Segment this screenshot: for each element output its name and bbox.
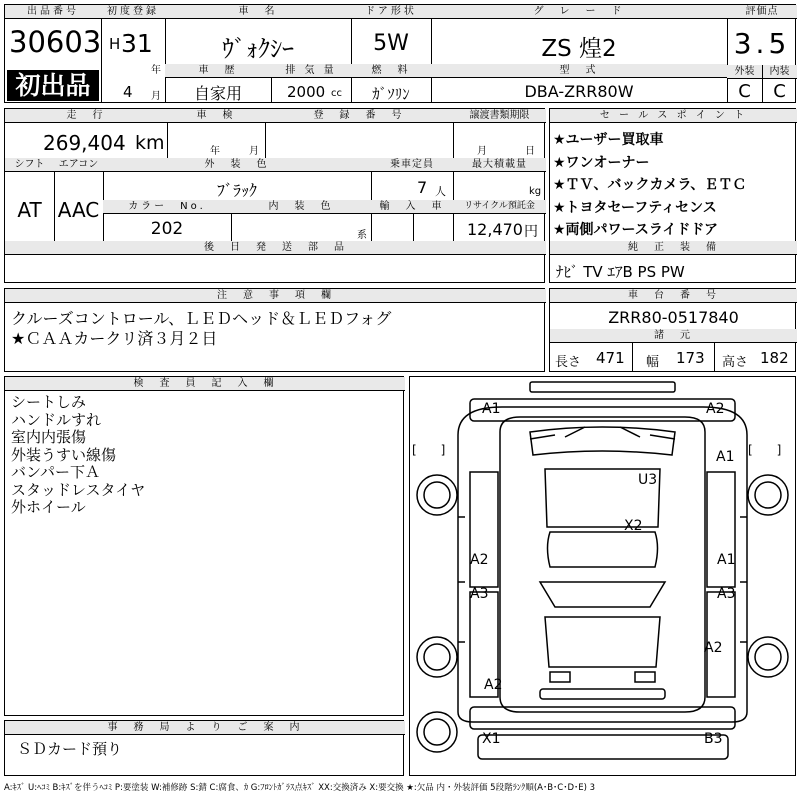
displacement: 2000 xyxy=(287,83,326,101)
month-unit: 月 xyxy=(151,91,161,102)
exterior-score: C xyxy=(738,81,751,102)
sales-point: ★ＴＶ、バックカメラ、ＥＴＣ xyxy=(553,177,747,193)
history-header: 車 歴 xyxy=(165,64,271,78)
inspection-year-unit: 年 xyxy=(210,146,220,157)
model-code: DBA-ZRR80W xyxy=(524,82,634,101)
bracket-left: [ ] xyxy=(412,443,446,457)
displacement-unit: cc xyxy=(331,88,342,99)
inspector-note: スタッドレスタイヤ xyxy=(11,480,146,499)
note-line: クルーズコントロール、ＬＥＤヘッド＆ＬＥＤフォグ xyxy=(11,309,392,328)
inspector-note: ハンドルすれ xyxy=(11,410,102,429)
import-car-header: 輸 入 車 xyxy=(371,200,453,214)
legend: A:ｷｽﾞ U:ﾍｺﾐ B:ｷｽﾞを伴うﾍｺﾐ P:要塗装 W:補修跡 S:錆 C:腐食、ｶ G:ﾌﾛﾝﾄｶﾞﾗｽ点ｷｽﾞ XX:交換済み X:要交換 ★:欠品 内・外装評価 5段階ﾗﾝｸ順(A･B･C･D･E) 3 xyxy=(4,783,596,793)
mileage-header: 走 行 xyxy=(5,109,167,123)
sales-points-header: セ ー ル ス ポ イ ン ト xyxy=(550,109,797,123)
grade-header: グ レ ー ド xyxy=(431,5,727,19)
sales-points-list xyxy=(553,129,746,242)
notes-panel xyxy=(4,288,545,372)
car-name: ｳﾞｫｸｼｰ xyxy=(222,35,294,63)
inspector-note: 外装うすい線傷 xyxy=(11,445,117,464)
damage-mark: A2 xyxy=(704,640,723,656)
seating-capacity-header: 乗車定員 xyxy=(371,158,453,172)
aircon-header: エアコン xyxy=(54,158,103,172)
seating-capacity: 7 xyxy=(417,178,428,197)
door-type: 5W xyxy=(373,31,409,56)
color-number-header: カラー No. xyxy=(103,200,231,214)
color-number: 202 xyxy=(150,219,184,239)
damage-mark: A1 xyxy=(482,401,501,417)
inspection-month-unit: 月 xyxy=(249,146,259,157)
sales-points-panel xyxy=(549,108,796,283)
car-name-header: 車 名 xyxy=(165,5,351,19)
notes-list xyxy=(11,309,391,349)
height-value: 182 xyxy=(760,349,789,367)
door-type-header: ドア形状 xyxy=(351,5,431,19)
width-label: 幅 xyxy=(646,355,660,370)
recycle-fee-unit: 円 xyxy=(524,224,538,240)
office-notice-header: 事 務 局 よ り ご 案 内 xyxy=(5,721,405,735)
damage-mark: A1 xyxy=(716,449,735,465)
score-header: 評価点 xyxy=(727,5,797,19)
inspector-notes-list xyxy=(11,394,145,517)
specs-header: 諸 元 xyxy=(550,329,797,343)
fuel-header: 燃 料 xyxy=(351,64,431,78)
grade: ZS 煌2 xyxy=(541,36,617,62)
inspector-panel xyxy=(4,376,404,716)
sales-point: ★ワンオーナー xyxy=(553,154,650,171)
sales-point: ★両側パワースライドドア xyxy=(553,222,719,238)
factory-equipment-header: 純 正 装 備 xyxy=(550,241,797,255)
note-line: ★ＣＡＡカークリ済３月２日 xyxy=(11,329,218,348)
mileage: 269,404 xyxy=(43,131,126,155)
damage-mark: A2 xyxy=(470,552,489,568)
exterior-color-header: 外 装 色 xyxy=(103,158,371,172)
damage-mark: A3 xyxy=(470,586,489,602)
inspector-notes-header: 検 査 員 記 入 欄 xyxy=(5,377,405,391)
model-code-header: 型 式 xyxy=(431,64,727,78)
length-label: 長さ xyxy=(555,355,582,370)
interior-color-header: 内 装 色 xyxy=(231,200,371,214)
registration-year: 31 xyxy=(121,29,153,58)
damage-mark: X1 xyxy=(482,731,501,747)
chassis-number: ZRR80-0517840 xyxy=(608,308,739,327)
length-value: 471 xyxy=(596,349,625,367)
vehicle-summary xyxy=(4,4,796,103)
exterior-color: ﾌﾞﾗｯｸ xyxy=(216,181,257,200)
registration-month: 4 xyxy=(123,83,133,101)
damage-mark: A1 xyxy=(717,552,736,568)
first-registration-header: 初度登録 xyxy=(101,5,165,19)
interior-header: 内装 xyxy=(762,65,797,79)
transfer-day-unit: 日 xyxy=(525,146,535,157)
damage-mark: U3 xyxy=(638,472,658,488)
mileage-unit: km xyxy=(135,132,165,154)
shift-type: AT xyxy=(17,198,42,222)
damage-mark: A2 xyxy=(706,401,725,417)
factory-equipment: ﾅﾋﾞ TV ｴｱB PS PW xyxy=(556,263,685,281)
shift-header: シフト xyxy=(5,158,54,172)
later-shipped-parts-header: 後 日 発 送 部 品 xyxy=(5,241,546,255)
car-outline xyxy=(410,377,795,775)
max-load-unit: kg xyxy=(529,186,542,197)
aircon-type: AAC xyxy=(57,198,100,222)
damage-diagram xyxy=(409,376,796,776)
interior-color-unit: 系 xyxy=(357,230,367,241)
registration-era: H xyxy=(109,35,121,53)
inspection-header: 車 検 xyxy=(167,109,265,123)
exterior-header: 外装 xyxy=(727,65,762,79)
fuel-type: ｶﾞｿﾘﾝ xyxy=(372,85,410,103)
chassis-number-header: 車 台 番 号 xyxy=(550,289,797,303)
recycle-fee: 12,470 xyxy=(467,220,523,239)
inspector-note: バンパー下Ａ xyxy=(11,463,100,481)
vehicle-details xyxy=(4,108,545,283)
car-history: 自家用 xyxy=(193,84,242,103)
lot-number-header: 出品番号 xyxy=(5,5,101,19)
sales-point: ★トヨタセーフティセンス xyxy=(553,199,717,216)
inspector-note: 室内内張傷 xyxy=(11,428,87,446)
damage-mark: A2 xyxy=(484,677,503,693)
interior-score: C xyxy=(773,81,786,102)
seating-unit: 人 xyxy=(435,185,446,198)
bracket-right: [ ] xyxy=(748,443,782,457)
notes-header: 注 意 事 項 欄 xyxy=(5,289,546,303)
max-load-header: 最大積載量 xyxy=(453,158,546,172)
transfer-month-unit: 月 xyxy=(477,146,487,157)
width-value: 173 xyxy=(676,349,705,367)
inspector-note: 外ホイール xyxy=(11,498,86,516)
damage-mark: X2 xyxy=(624,518,643,534)
plate-number-header: 登 録 番 号 xyxy=(265,109,453,123)
year-unit: 年 xyxy=(151,65,161,76)
chassis-panel xyxy=(549,288,796,372)
lot-number: 30603 xyxy=(9,25,102,59)
sales-point: ★ユーザー買取車 xyxy=(553,132,664,148)
overall-score: 3.5 xyxy=(733,27,791,60)
damage-mark: B3 xyxy=(704,731,723,747)
recycle-fee-header: リサイクル預託金 xyxy=(453,200,546,214)
damage-mark: A3 xyxy=(717,586,736,602)
office-panel xyxy=(4,720,404,776)
office-notice: ＳＤカード預り xyxy=(17,740,123,758)
height-label: 高さ xyxy=(722,355,749,370)
transfer-deadline-header: 譲渡書類期限 xyxy=(453,109,546,123)
inspector-note: シートしみ xyxy=(11,393,87,411)
first-listing-badge: 初出品 xyxy=(7,70,99,101)
displacement-header: 排 気 量 xyxy=(271,64,351,78)
